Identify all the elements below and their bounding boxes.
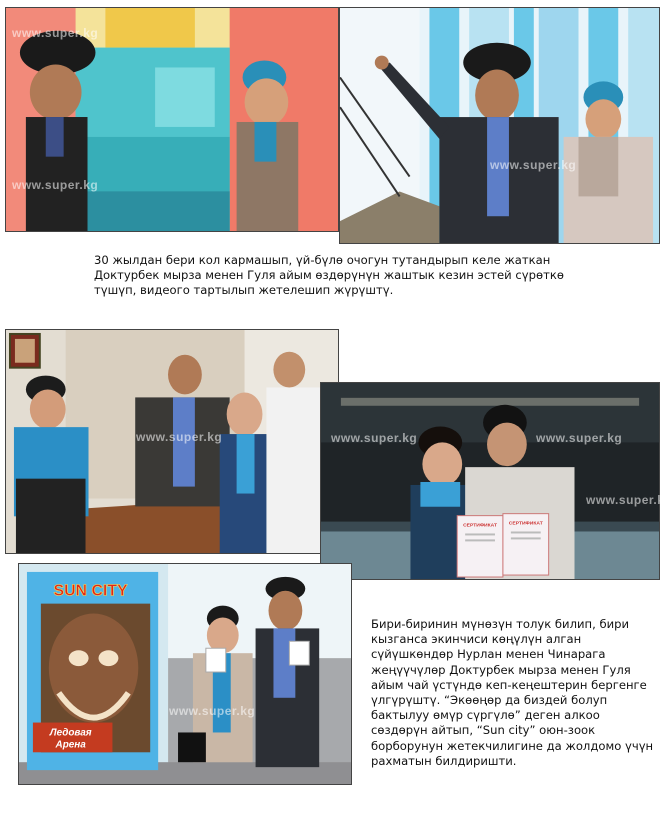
caption-first: 30 жылдан бери кол кармашып, үй-бүлө очогун тутандырып келе жаткан Доктурбек мырза менен Гуля айым өздөрүнүн жаштык кезин эстей сүрөткө түшүп, видеого тартылып жетелешип жүрүштү.	[94, 253, 564, 298]
watermark: www.super.kg	[169, 704, 256, 718]
watermark: www.super.kg	[12, 178, 99, 192]
caption-second: Бири-биринин мүнөзүн толук билип, бири кызганса экинчиси көңүлүн алган сүйүшкөндөр Нурлан менен Чинарага жеңүүчүлөр Доктурбек мырза менен Гуля айым чай үстүндө кеп-кеңештерин бергенге үлгүрүштү. “Экөөңөр да биздей болуп бактылуу өмүр сүргүлө” деген алкоо сөздөрүн айтып, “Sun city” оюн-зоок борборунун жетекчилигине да жолдомо үчүн рахматын билдиришти.	[371, 617, 654, 768]
photo-office-meeting	[5, 329, 339, 554]
sign-sun-city: SUN CITY	[53, 582, 128, 600]
photo-couple-playground	[5, 7, 339, 232]
photo-sun-city-arena	[18, 563, 352, 785]
sign-arena-line1: Ледовая	[49, 727, 92, 739]
watermark: www.super.kg	[136, 430, 223, 444]
photo-couple-certificates	[320, 382, 672, 580]
certificate-title: СЕРТИФИКАТ	[508, 521, 543, 527]
certificate-title: СЕРТИФИКАТ	[463, 523, 498, 529]
watermark: www.super.kg	[331, 431, 418, 445]
sign-arena-line2: Арена	[55, 739, 86, 751]
watermark: www.super.kg	[490, 158, 577, 172]
watermark: www.super.kg	[586, 493, 672, 507]
watermark: www.super.kg	[12, 26, 99, 40]
watermark: www.super.kg	[536, 431, 623, 445]
photo-couple-pointing	[339, 7, 660, 244]
